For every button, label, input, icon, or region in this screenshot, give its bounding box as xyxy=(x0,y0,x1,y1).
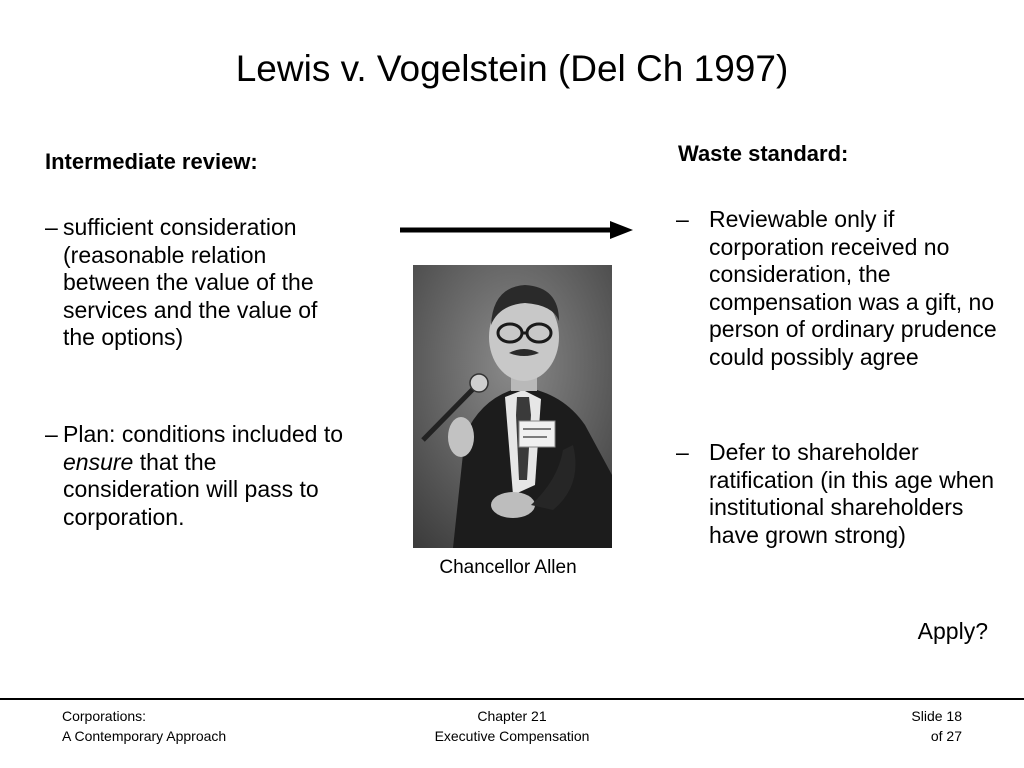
footer-divider xyxy=(0,698,1024,700)
right-arrow-icon xyxy=(400,218,635,242)
footer-book-line1: Corporations: xyxy=(62,708,147,724)
bullet-text-emphasis: ensure xyxy=(63,448,134,475)
right-column-heading: Waste standard: xyxy=(678,141,849,166)
bullet-dash: – xyxy=(45,421,58,447)
left-bullet-plan xyxy=(45,421,348,531)
slide-title: Lewis v. Vogelstein (Del Ch 1997) xyxy=(235,48,789,89)
right-bullet-defer xyxy=(676,439,999,549)
footer-slide-number xyxy=(911,706,962,746)
bullet-dash: – xyxy=(676,206,689,232)
footer-book-line2: A Contemporary Approach xyxy=(62,728,227,744)
bullet-text xyxy=(63,421,348,531)
bullet-text-before: Plan: conditions included to xyxy=(63,421,344,447)
footer-chapter-line2: Executive Compensation xyxy=(434,728,590,744)
photo-caption: Chancellor Allen xyxy=(439,557,577,578)
footer-slide-line2: of 27 xyxy=(930,728,962,744)
bullet-text-after: that the consideration will pass to corporation. xyxy=(63,448,319,530)
left-bullet-consideration xyxy=(45,214,348,352)
footer-slide-line1: Slide 18 xyxy=(911,708,962,724)
footer-chapter xyxy=(362,706,662,746)
right-bullet-reviewable xyxy=(676,206,999,371)
bullet-text: sufficient consideration (reasonable relation between the value of the services and the value of the options) xyxy=(63,214,318,350)
bullet-text: Reviewable only if corporation received no consideration, the compensation was a gift, no person of ordinary prudence could possibly agree xyxy=(709,206,997,370)
left-column-heading: Intermediate review: xyxy=(45,149,258,174)
bullet-dash: – xyxy=(45,214,58,240)
bullet-text: Defer to shareholder ratification (in this age when institutional shareholders have grown strong) xyxy=(709,439,995,548)
footer-book-title xyxy=(62,706,226,746)
apply-question: Apply? xyxy=(917,618,988,644)
footer-chapter-line1: Chapter 21 xyxy=(477,708,547,724)
bullet-dash: – xyxy=(676,439,689,465)
chancellor-allen-photo xyxy=(413,265,612,548)
